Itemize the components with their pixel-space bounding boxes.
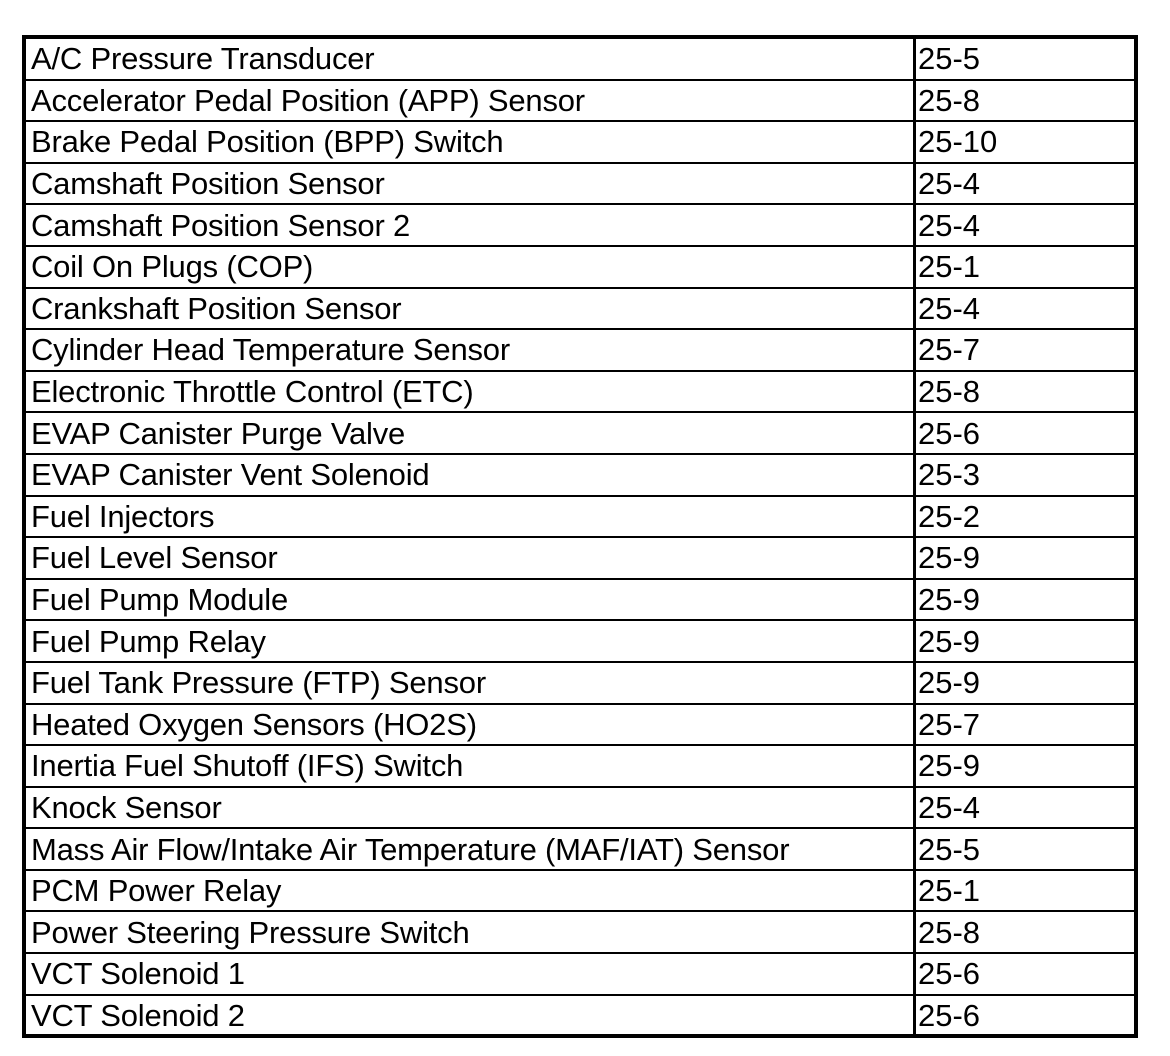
page-reference-cell: 25-8 (915, 911, 1135, 953)
component-name-cell: Camshaft Position Sensor (26, 163, 915, 205)
page-reference-cell: 25-5 (915, 828, 1135, 870)
component-name-cell: VCT Solenoid 1 (26, 953, 915, 995)
page-reference-cell: 25-7 (915, 329, 1135, 371)
component-name-cell: PCM Power Relay (26, 870, 915, 912)
component-name-cell: Mass Air Flow/Intake Air Temperature (MAF/IAT) Sensor (26, 828, 915, 870)
page-reference-cell: 25-8 (915, 80, 1135, 122)
page-reference-cell: 25-4 (915, 204, 1135, 246)
table-row (26, 870, 1134, 912)
page-reference-cell: 25-4 (915, 787, 1135, 829)
table-row (26, 787, 1134, 829)
table-row (26, 579, 1134, 621)
component-name-cell: VCT Solenoid 2 (26, 995, 915, 1036)
page-reference-cell: 25-6 (915, 412, 1135, 454)
component-name-cell: Fuel Injectors (26, 496, 915, 538)
table-row (26, 496, 1134, 538)
table-row (26, 204, 1134, 246)
component-name-cell: EVAP Canister Purge Valve (26, 412, 915, 454)
page-reference-cell: 25-6 (915, 953, 1135, 995)
table-row (26, 704, 1134, 746)
table-row (26, 412, 1134, 454)
page-reference-cell: 25-1 (915, 870, 1135, 912)
component-index-table-frame (22, 35, 1138, 1038)
table-row (26, 121, 1134, 163)
component-name-cell: Fuel Level Sensor (26, 537, 915, 579)
component-name-cell: Knock Sensor (26, 787, 915, 829)
component-name-cell: Crankshaft Position Sensor (26, 288, 915, 330)
table-row (26, 80, 1134, 122)
component-name-cell: Heated Oxygen Sensors (HO2S) (26, 704, 915, 746)
page-reference-cell: 25-9 (915, 662, 1135, 704)
table-row (26, 620, 1134, 662)
table-row (26, 371, 1134, 413)
table-row (26, 995, 1134, 1036)
page-reference-cell: 25-9 (915, 579, 1135, 621)
table-row (26, 288, 1134, 330)
table-row (26, 537, 1134, 579)
component-name-cell: Fuel Tank Pressure (FTP) Sensor (26, 662, 915, 704)
page-reference-cell: 25-5 (915, 39, 1135, 80)
page-reference-cell: 25-7 (915, 704, 1135, 746)
component-name-cell: Fuel Pump Module (26, 579, 915, 621)
table-row (26, 911, 1134, 953)
page-reference-cell: 25-9 (915, 745, 1135, 787)
component-name-cell: Accelerator Pedal Position (APP) Sensor (26, 80, 915, 122)
component-index-table (26, 39, 1134, 1035)
page-reference-cell: 25-6 (915, 995, 1135, 1036)
component-name-cell: Inertia Fuel Shutoff (IFS) Switch (26, 745, 915, 787)
page-reference-cell: 25-4 (915, 288, 1135, 330)
table-row (26, 662, 1134, 704)
component-name-cell: Fuel Pump Relay (26, 620, 915, 662)
component-name-cell: Power Steering Pressure Switch (26, 911, 915, 953)
component-name-cell: A/C Pressure Transducer (26, 39, 915, 80)
table-row (26, 39, 1134, 80)
table-row (26, 163, 1134, 205)
page-reference-cell: 25-9 (915, 620, 1135, 662)
table-row (26, 828, 1134, 870)
table-row (26, 454, 1134, 496)
page-reference-cell: 25-8 (915, 371, 1135, 413)
component-name-cell: EVAP Canister Vent Solenoid (26, 454, 915, 496)
table-row (26, 246, 1134, 288)
page-reference-cell: 25-9 (915, 537, 1135, 579)
component-name-cell: Coil On Plugs (COP) (26, 246, 915, 288)
page-reference-cell: 25-3 (915, 454, 1135, 496)
table-row (26, 745, 1134, 787)
page-reference-cell: 25-1 (915, 246, 1135, 288)
component-name-cell: Electronic Throttle Control (ETC) (26, 371, 915, 413)
page-reference-cell: 25-2 (915, 496, 1135, 538)
table-row (26, 953, 1134, 995)
component-name-cell: Camshaft Position Sensor 2 (26, 204, 915, 246)
component-name-cell: Brake Pedal Position (BPP) Switch (26, 121, 915, 163)
component-name-cell: Cylinder Head Temperature Sensor (26, 329, 915, 371)
page-reference-cell: 25-4 (915, 163, 1135, 205)
table-row (26, 329, 1134, 371)
page-reference-cell: 25-10 (915, 121, 1135, 163)
